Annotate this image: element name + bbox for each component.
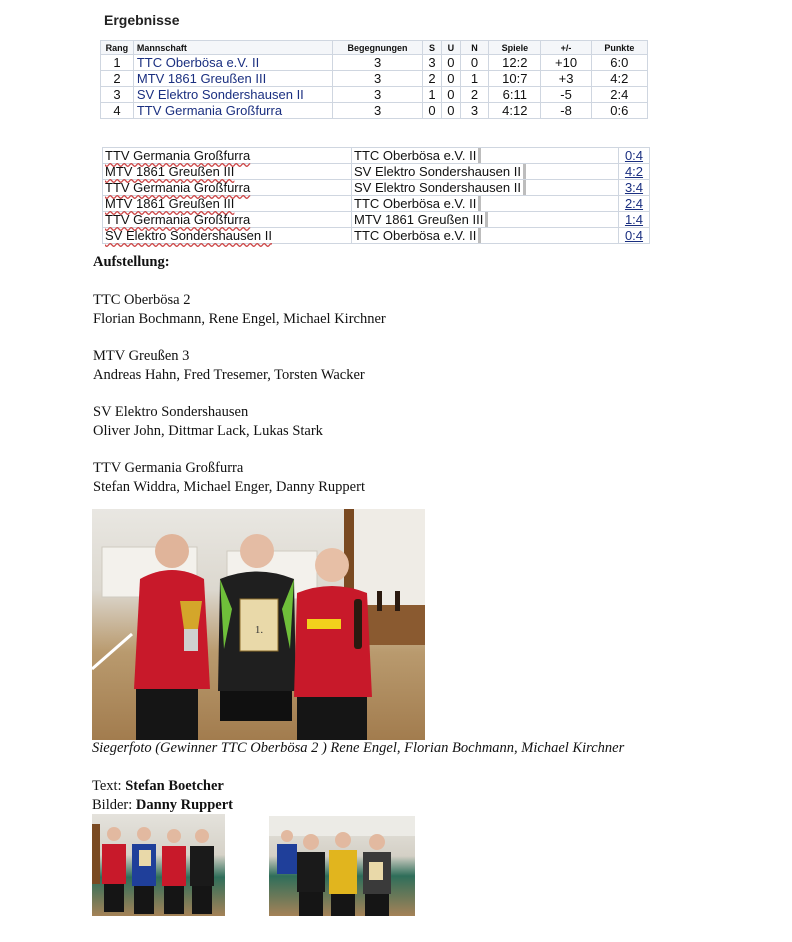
- punkte-cell: 4:2: [591, 71, 647, 87]
- standings-section: [100, 12, 652, 119]
- n-cell: 2: [460, 87, 488, 103]
- home-team: MTV 1861 Greußen III: [105, 196, 235, 211]
- header-n: N: [460, 41, 488, 55]
- lineup-heading: Aufstellung:: [93, 254, 170, 270]
- lineup-players: Stefan Widdra, Michael Enger, Danny Ruppert: [93, 479, 365, 495]
- header-games: Begegnungen: [333, 41, 423, 55]
- standings-table: [100, 40, 648, 119]
- lineup-team: [93, 291, 386, 329]
- punkte-cell: 0:6: [591, 103, 647, 119]
- thumbnail-photo-1: [92, 814, 225, 916]
- rank-cell: 3: [101, 87, 134, 103]
- score-link[interactable]: 0:4: [624, 148, 644, 163]
- team-link[interactable]: TTV Germania Großfurra: [136, 103, 283, 118]
- standings-title: Ergebnisse: [104, 12, 180, 28]
- standings-row: [101, 71, 648, 87]
- score-link[interactable]: 3:4: [624, 180, 644, 195]
- credits: [92, 777, 233, 815]
- spiele-cell: 10:7: [489, 71, 541, 87]
- thumbnail-1-illustration: [92, 814, 225, 916]
- guest-team: SV Elektro Sondershausen II: [354, 180, 526, 195]
- guest-team: SV Elektro Sondershausen II: [354, 164, 526, 179]
- lineup-team-name: TTV Germania Großfurra: [93, 460, 244, 476]
- diff-cell: +3: [541, 71, 591, 87]
- header-diff: +/-: [541, 41, 591, 55]
- header-spiele: Spiele: [489, 41, 541, 55]
- diff-cell: -8: [541, 103, 591, 119]
- rank-cell: 2: [101, 71, 134, 87]
- score-link[interactable]: 1:4: [624, 212, 644, 227]
- lineup-players: Andreas Hahn, Fred Tresemer, Torsten Wacker: [93, 367, 365, 383]
- lineup-team-name: TTC Oberbösa 2: [93, 292, 191, 308]
- home-team: MTV 1861 Greußen III: [105, 164, 235, 179]
- lineup-team-name: MTV Greußen 3: [93, 348, 190, 364]
- standings-row: [101, 103, 648, 119]
- header-team: Mannschaft: [133, 41, 332, 55]
- score-link[interactable]: 2:4: [624, 196, 644, 211]
- lineup-team: [93, 347, 386, 385]
- standings-row: [101, 55, 648, 71]
- u-cell: 0: [441, 87, 460, 103]
- lineup-team: [93, 459, 386, 497]
- u-cell: 0: [441, 103, 460, 119]
- rank-cell: 4: [101, 103, 134, 119]
- credit-text-label: Text:: [92, 778, 126, 794]
- result-row: [103, 196, 650, 212]
- credit-text-line: [92, 777, 233, 796]
- spiele-cell: 6:11: [489, 87, 541, 103]
- n-cell: 0: [460, 55, 488, 71]
- lineup-players: Oliver John, Dittmar Lack, Lukas Stark: [93, 423, 323, 439]
- guest-team: TTC Oberbösa e.V. II: [354, 148, 481, 163]
- s-cell: 0: [423, 103, 442, 119]
- credit-images-author: Danny Ruppert: [135, 797, 233, 813]
- guest-team: TTC Oberbösa e.V. II: [354, 196, 481, 211]
- lineup-team: [93, 403, 386, 441]
- punkte-cell: 6:0: [591, 55, 647, 71]
- lineup-section: [93, 253, 386, 515]
- games-cell: 3: [333, 71, 423, 87]
- team-link[interactable]: TTC Oberbösa e.V. II: [136, 55, 260, 70]
- home-team: TTV Germania Großfurra: [105, 148, 251, 163]
- standings-row: [101, 87, 648, 103]
- result-row: [103, 212, 650, 228]
- rank-cell: 1: [101, 55, 134, 71]
- photo-caption: Siegerfoto (Gewinner TTC Oberbösa 2 ) Rene Engel, Florian Bochmann, Michael Kirchner: [92, 740, 625, 756]
- header-rank: Rang: [101, 41, 134, 55]
- lineup-team-name: SV Elektro Sondershausen: [93, 404, 249, 420]
- result-row: [103, 180, 650, 196]
- home-team: TTV Germania Großfurra: [105, 212, 251, 227]
- team-link[interactable]: MTV 1861 Greußen III: [136, 71, 267, 86]
- result-row: [103, 164, 650, 180]
- guest-team: TTC Oberbösa e.V. II: [354, 228, 481, 243]
- s-cell: 2: [423, 71, 442, 87]
- u-cell: 0: [441, 71, 460, 87]
- thumbnail-photo-2: [269, 816, 415, 916]
- score-link[interactable]: 0:4: [624, 228, 644, 243]
- thumbnail-2-illustration: [269, 816, 415, 916]
- home-team: TTV Germania Großfurra: [105, 180, 251, 195]
- certificate-text: 1.: [254, 624, 264, 636]
- s-cell: 1: [423, 87, 442, 103]
- guest-team: MTV 1861 Greußen III: [354, 212, 488, 227]
- header-punkte: Punkte: [591, 41, 647, 55]
- s-cell: 3: [423, 55, 442, 71]
- diff-cell: -5: [541, 87, 591, 103]
- credit-text-author: Stefan Boetcher: [125, 778, 224, 794]
- standings-header-row: [101, 41, 648, 55]
- games-cell: 3: [333, 55, 423, 71]
- n-cell: 3: [460, 103, 488, 119]
- credit-images-line: [92, 796, 233, 815]
- header-u: U: [441, 41, 460, 55]
- credit-images-label: Bilder:: [92, 797, 136, 813]
- lineup-players: Florian Bochmann, Rene Engel, Michael Kirchner: [93, 311, 386, 327]
- result-row: [103, 228, 650, 244]
- games-cell: 3: [333, 87, 423, 103]
- results-table: [102, 147, 650, 244]
- home-team: SV Elektro Sondershausen II: [105, 228, 272, 243]
- diff-cell: +10: [541, 55, 591, 71]
- result-row: [103, 148, 650, 164]
- score-link[interactable]: 4:2: [624, 164, 644, 179]
- winners-photo-illustration: [92, 509, 425, 740]
- spiele-cell: 12:2: [489, 55, 541, 71]
- spiele-cell: 4:12: [489, 103, 541, 119]
- winners-photo: [92, 509, 425, 740]
- punkte-cell: 2:4: [591, 87, 647, 103]
- team-link[interactable]: SV Elektro Sondershausen II: [136, 87, 304, 102]
- games-cell: 3: [333, 103, 423, 119]
- u-cell: 0: [441, 55, 460, 71]
- header-s: S: [423, 41, 442, 55]
- n-cell: 1: [460, 71, 488, 87]
